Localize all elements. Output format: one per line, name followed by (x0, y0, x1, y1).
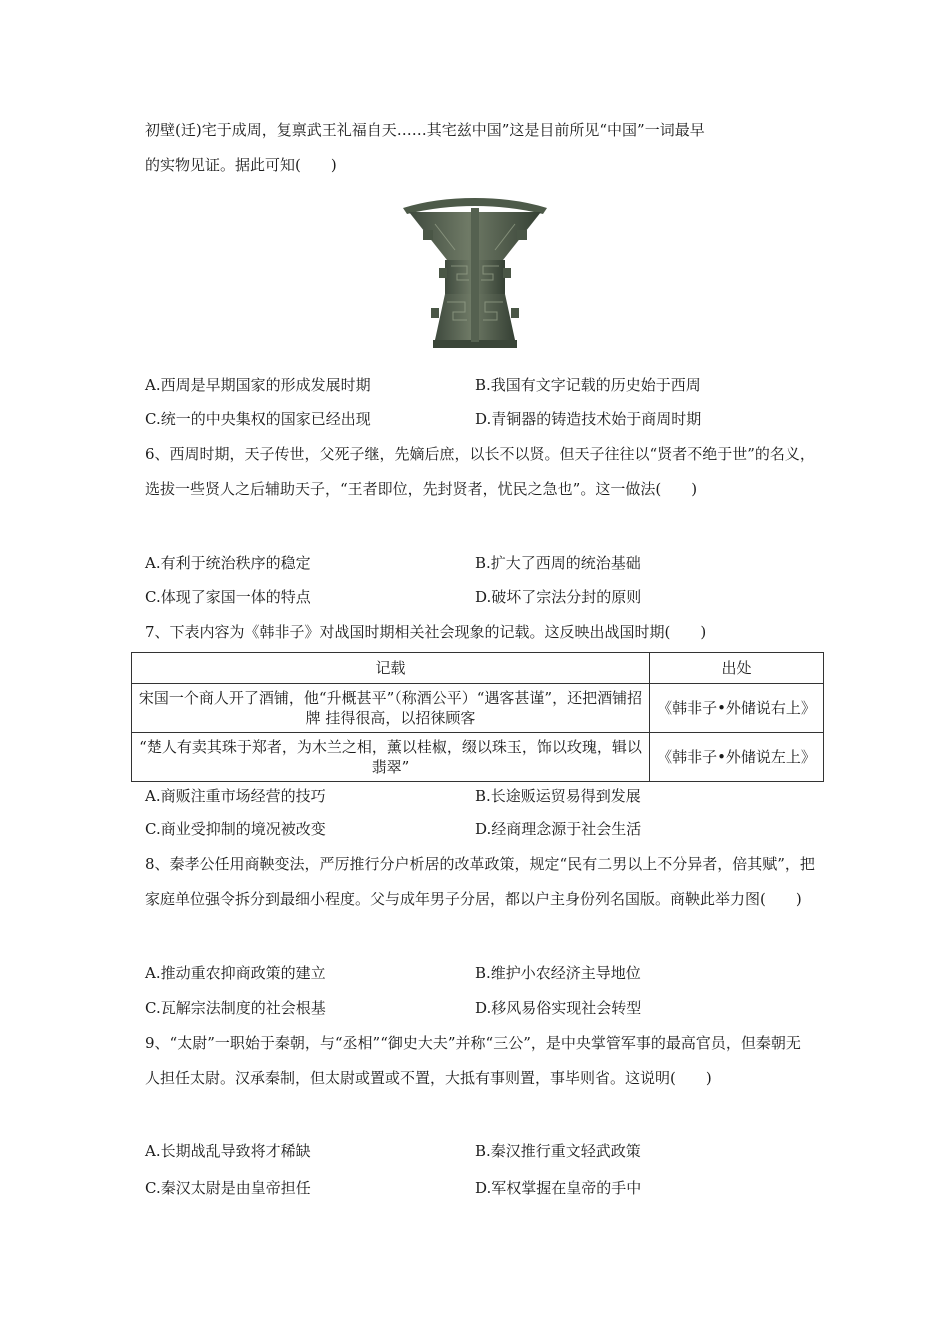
q5-intro-line1: 初壁(迁)宅于成周，复禀武王礼福自天……其宅兹中国”这是目前所见“中国”一词最早 (145, 121, 705, 139)
q7-records-table (131, 652, 824, 782)
q8-option-c: C.瓦解宗法制度的社会根基 (145, 999, 326, 1017)
table-header-record: 记载 (132, 653, 650, 684)
q5-option-c: C.统一的中央集权的国家已经出现 (145, 410, 371, 428)
q9-option-d: D.军权掌握在皇帝的手中 (475, 1179, 642, 1197)
q9-option-c: C.秦汉太尉是由皇帝担任 (145, 1179, 311, 1197)
table-cell-record: 宋国一个商人开了酒铺，他“升概甚平”（称酒公平）“遇客甚谨”，还把酒铺招牌 挂得很高，以招徕顾客 (132, 684, 650, 733)
q6-stem: 6、西周时期，天子传世，父死子继，先嫡后庶，以长不以贤。但天子往往以“贤者不绝于世”的名义，选拔一些贤人之后辅助天子，“王者即位，先封贤者，忧民之急也”。这一做法( ) (145, 445, 815, 498)
bronze-zun-vessel-image (395, 190, 555, 360)
q6-option-d: D.破坏了宗法分封的原则 (475, 588, 642, 606)
table-cell-source: 《韩非子•外储说右上》 (650, 684, 824, 733)
q9-option-b: B.秦汉推行重文轻武政策 (475, 1142, 641, 1160)
q7-stem: 7、下表内容为《韩非子》对战国时期相关社会现象的记载。这反映出战国时期( ) (145, 623, 707, 641)
q5-option-d: D.青铜器的铸造技术始于商周时期 (475, 410, 702, 428)
q7-option-b: B.长途贩运贸易得到发展 (475, 787, 641, 805)
q9-stem: 9、“太尉”一职始于秦朝，与“丞相”“御史大夫”并称“三公”，是中央掌管军事的最高官员，但秦朝无人担任太尉。汉承秦制，但太尉或置或不置，大抵有事则置，事毕则省。这说明( ) (145, 1034, 801, 1087)
q5-option-a: A.西周是早期国家的形成发展时期 (145, 376, 371, 394)
q7-option-d: D.经商理念源于社会生活 (475, 820, 642, 838)
table-header-source: 出处 (650, 653, 824, 684)
table-cell-record: “楚人有卖其珠于郑者，为木兰之相，薰以桂椒，缀以珠玉，饰以玫瑰，辑以翡翠” (132, 733, 650, 782)
table-row (132, 733, 824, 782)
q5-option-b: B.我国有文字记载的历史始于西周 (475, 376, 701, 394)
q8-option-b: B.维护小农经济主导地位 (475, 964, 641, 982)
q9-option-a: A.长期战乱导致将才稀缺 (145, 1142, 311, 1160)
q7-option-a: A.商贩注重市场经营的技巧 (145, 787, 326, 805)
q6-option-a: A.有利于统治秩序的稳定 (145, 554, 311, 572)
table-cell-source: 《韩非子•外储说左上》 (650, 733, 824, 782)
q8-stem: 8、秦孝公任用商鞅变法，严厉推行分户析居的改革政策，规定“民有二男以上不分异者，倍其赋”，把家庭单位强令拆分到最细小程度。父与成年男子分居，都以户主身份列名国版。商鞅此举力图( ) (145, 855, 815, 908)
q6-option-c: C.体现了家国一体的特点 (145, 588, 311, 606)
table-row (132, 684, 824, 733)
q5-intro-line2: 的实物见证。据此可知( ) (145, 156, 337, 174)
q7-option-c: C.商业受抑制的境况被改变 (145, 820, 326, 838)
q8-option-a: A.推动重农抑商政策的建立 (145, 964, 326, 982)
q6-option-b: B.扩大了西周的统治基础 (475, 554, 641, 572)
q8-option-d: D.移风易俗实现社会转型 (475, 999, 642, 1017)
table-header-row (132, 653, 824, 684)
